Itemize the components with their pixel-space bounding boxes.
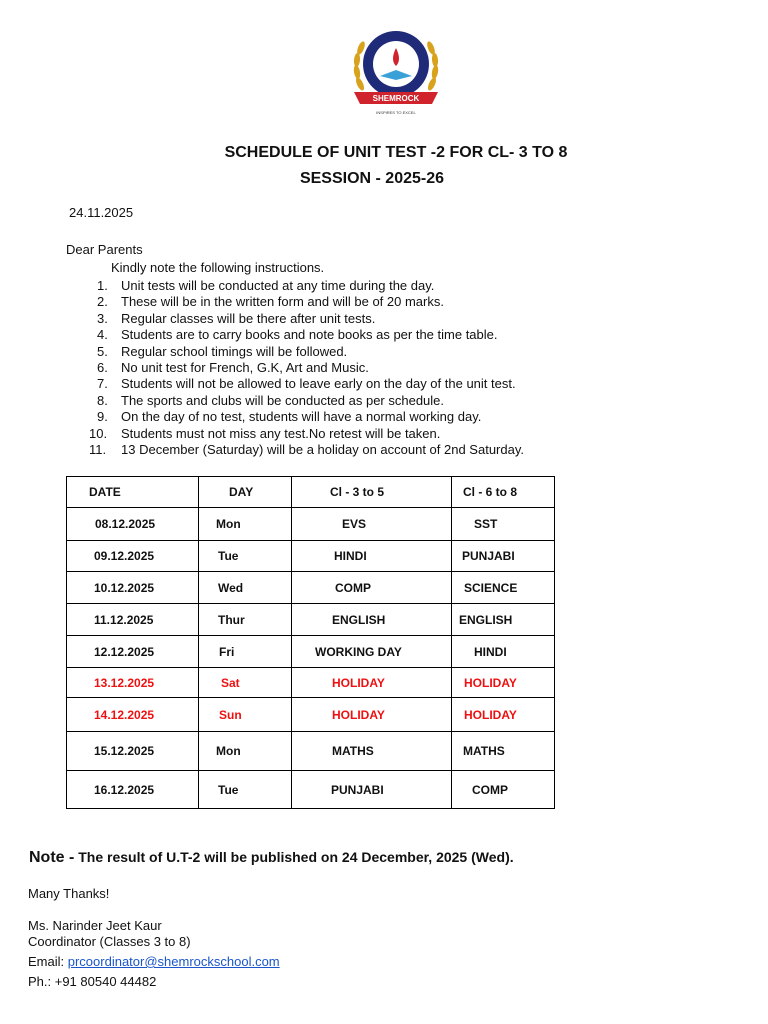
class-3-5-cell — [292, 541, 452, 572]
instruction-text: Students must not miss any test.No retest will be taken. — [121, 425, 441, 441]
instruction-text: Students are to carry books and note books as per the time table. — [121, 327, 498, 343]
class-3-5-cell — [292, 636, 452, 668]
table-row — [67, 636, 555, 668]
table-row — [67, 604, 555, 636]
date-cell — [67, 508, 199, 541]
day-cell — [199, 732, 292, 771]
column-header-label: DAY — [229, 485, 254, 499]
instruction-item — [66, 426, 524, 442]
instruction-item — [66, 393, 524, 409]
class-3-5-cell-text: WORKING DAY — [315, 644, 402, 659]
document-title: SCHEDULE OF UNIT TEST -2 FOR CL- 3 TO 8 — [224, 144, 568, 161]
date-cell — [67, 668, 199, 698]
column-header — [199, 477, 292, 508]
instruction-item — [66, 409, 524, 425]
class-3-5-cell-text: COMP — [335, 580, 371, 595]
instruction-text: Unit tests will be conducted at any time during the day. — [121, 278, 435, 293]
salutation: Dear Parents — [66, 242, 143, 257]
class-3-5-cell — [292, 604, 452, 636]
class-6-8-cell-text: ENGLISH — [459, 612, 513, 627]
instruction-item — [66, 376, 524, 392]
instruction-number: 7. — [97, 376, 108, 392]
session-title: SESSION - 2025-26 — [299, 170, 445, 187]
day-cell-text: Mon — [216, 517, 241, 531]
day-cell — [199, 604, 292, 636]
instruction-text: Regular classes will be there after unit tests. — [121, 310, 376, 326]
class-6-8-cell-text: MATHS — [463, 744, 505, 758]
class-3-5-cell-text: PUNJABI — [331, 782, 384, 797]
day-cell-text: Wed — [218, 580, 244, 595]
day-cell-text: Tue — [218, 782, 239, 797]
date-cell-text: 08.12.2025 — [95, 517, 156, 531]
class-6-8-cell — [452, 668, 555, 698]
instruction-text: Students will not be allowed to leave early on the day of the unit test. — [121, 376, 516, 392]
result-note — [29, 849, 514, 867]
instruction-text: 13 December (Saturday) will be a holiday on account of 2nd Saturday. — [121, 441, 524, 457]
date-cell — [67, 732, 199, 771]
class-6-8-cell — [452, 604, 555, 636]
instruction-text: These will be in the written form and will be of 20 marks. — [121, 294, 444, 310]
email-label: Email: — [28, 954, 65, 969]
class-3-5-cell-text: HOLIDAY — [332, 707, 385, 722]
logo-tagline: INSPIRES TO EXCEL — [376, 110, 416, 115]
instruction-item — [66, 327, 524, 343]
instruction-number: 2. — [97, 294, 108, 310]
signatory-name: Ms. Narinder Jeet Kaur — [28, 918, 162, 933]
instruction-number: 3. — [97, 310, 108, 326]
instruction-number: 9. — [97, 409, 108, 425]
day-cell-text: Thur — [218, 612, 245, 627]
table-row — [67, 732, 555, 771]
instruction-number: 11. — [89, 441, 107, 457]
instruction-item — [66, 311, 524, 327]
signatory-email — [28, 954, 280, 969]
day-cell — [199, 541, 292, 572]
table-row-holiday — [67, 668, 555, 698]
day-cell-text: Tue — [218, 549, 239, 563]
class-3-5-cell — [292, 572, 452, 604]
table-row — [67, 541, 555, 572]
note-label: Note - — [29, 849, 75, 866]
class-6-8-cell-text: HINDI — [474, 644, 507, 659]
date-cell-text: 10.12.2025 — [94, 580, 155, 595]
instruction-text: On the day of no test, students will have a normal working day. — [121, 409, 482, 425]
day-cell — [199, 636, 292, 668]
day-cell-text: Fri — [219, 644, 235, 659]
email-link[interactable]: prcoordinator@shemrockschool.com — [67, 954, 280, 969]
class-3-5-cell-text: ENGLISH — [332, 612, 386, 627]
column-header-label: Cl - 6 to 8 — [463, 485, 518, 499]
date-cell-text: 13.12.2025 — [94, 675, 155, 690]
school-logo — [346, 26, 446, 118]
day-cell — [199, 771, 292, 809]
signatory-role: Coordinator (Classes 3 to 8) — [28, 934, 191, 949]
class-3-5-cell-text: EVS — [342, 517, 367, 531]
instruction-number: 10. — [89, 425, 108, 441]
class-6-8-cell — [452, 698, 555, 732]
class-3-5-cell — [292, 508, 452, 541]
day-cell — [199, 572, 292, 604]
letter-date: 24.11.2025 — [69, 205, 134, 220]
class-6-8-cell-text: PUNJABI — [462, 549, 515, 563]
instruction-number: 1. — [97, 278, 108, 293]
table-header-row — [67, 477, 555, 508]
instruction-text: Regular school timings will be followed. — [121, 343, 348, 359]
class-3-5-cell — [292, 668, 452, 698]
instruction-text: No unit test for French, G.K, Art and Music. — [121, 359, 369, 375]
day-cell-text: Mon — [216, 744, 241, 758]
class-6-8-cell-text: COMP — [472, 782, 508, 797]
instruction-item — [66, 360, 524, 376]
logo-banner-text: SHEMROCK — [372, 94, 420, 103]
class-6-8-cell-text: SCIENCE — [464, 580, 518, 595]
date-cell-text: 09.12.2025 — [94, 549, 155, 563]
instructions-list — [66, 278, 524, 458]
class-3-5-cell-text: HINDI — [334, 549, 367, 563]
instruction-text: The sports and clubs will be conducted as per schedule. — [121, 392, 445, 408]
instruction-number: 4. — [97, 327, 108, 343]
class-3-5-cell — [292, 732, 452, 771]
signatory-phone: Ph.: +91 80540 44482 — [28, 974, 157, 989]
intro-text: Kindly note the following instructions. — [111, 260, 325, 275]
day-cell — [199, 508, 292, 541]
instruction-item — [66, 442, 524, 458]
table-row-holiday — [67, 698, 555, 732]
class-6-8-cell — [452, 732, 555, 771]
date-cell — [67, 698, 199, 732]
class-3-5-cell-text: MATHS — [332, 744, 374, 758]
instruction-item — [66, 294, 524, 310]
note-text: The result of U.T-2 will be published on 24 December, 2025 (Wed). — [78, 849, 514, 865]
day-cell-text: Sat — [221, 675, 240, 690]
class-6-8-cell — [452, 541, 555, 572]
schedule-table — [66, 476, 555, 809]
instruction-number: 6. — [97, 359, 108, 375]
date-cell-text: 14.12.2025 — [94, 707, 155, 722]
class-3-5-cell — [292, 698, 452, 732]
day-cell — [199, 668, 292, 698]
day-cell — [199, 698, 292, 732]
class-3-5-cell-text: HOLIDAY — [332, 675, 385, 690]
closing-thanks: Many Thanks! — [28, 886, 110, 901]
date-cell — [67, 771, 199, 809]
class-6-8-cell — [452, 508, 555, 541]
column-header — [292, 477, 452, 508]
instruction-number: 5. — [97, 343, 108, 359]
table-row — [67, 771, 555, 809]
table-row — [67, 572, 555, 604]
table-row — [67, 508, 555, 541]
date-cell-text: 15.12.2025 — [94, 744, 155, 758]
column-header-label: DATE — [89, 485, 121, 499]
instruction-item — [66, 344, 524, 360]
date-cell-text: 12.12.2025 — [94, 644, 155, 659]
day-cell-text: Sun — [219, 707, 242, 722]
column-header — [452, 477, 555, 508]
class-6-8-cell-text: HOLIDAY — [464, 675, 517, 690]
column-header-label: Cl - 3 to 5 — [330, 485, 385, 499]
date-cell-text: 16.12.2025 — [94, 782, 155, 797]
class-3-5-cell — [292, 771, 452, 809]
date-cell — [67, 636, 199, 668]
class-6-8-cell — [452, 771, 555, 809]
class-6-8-cell-text: SST — [474, 517, 498, 531]
class-6-8-cell — [452, 636, 555, 668]
instruction-item — [66, 278, 524, 294]
class-6-8-cell — [452, 572, 555, 604]
date-cell-text: 11.12.2025 — [94, 612, 154, 627]
class-6-8-cell-text: HOLIDAY — [464, 707, 517, 722]
column-header — [67, 477, 199, 508]
date-cell — [67, 604, 199, 636]
date-cell — [67, 541, 199, 572]
instruction-number: 8. — [97, 392, 108, 408]
date-cell — [67, 572, 199, 604]
